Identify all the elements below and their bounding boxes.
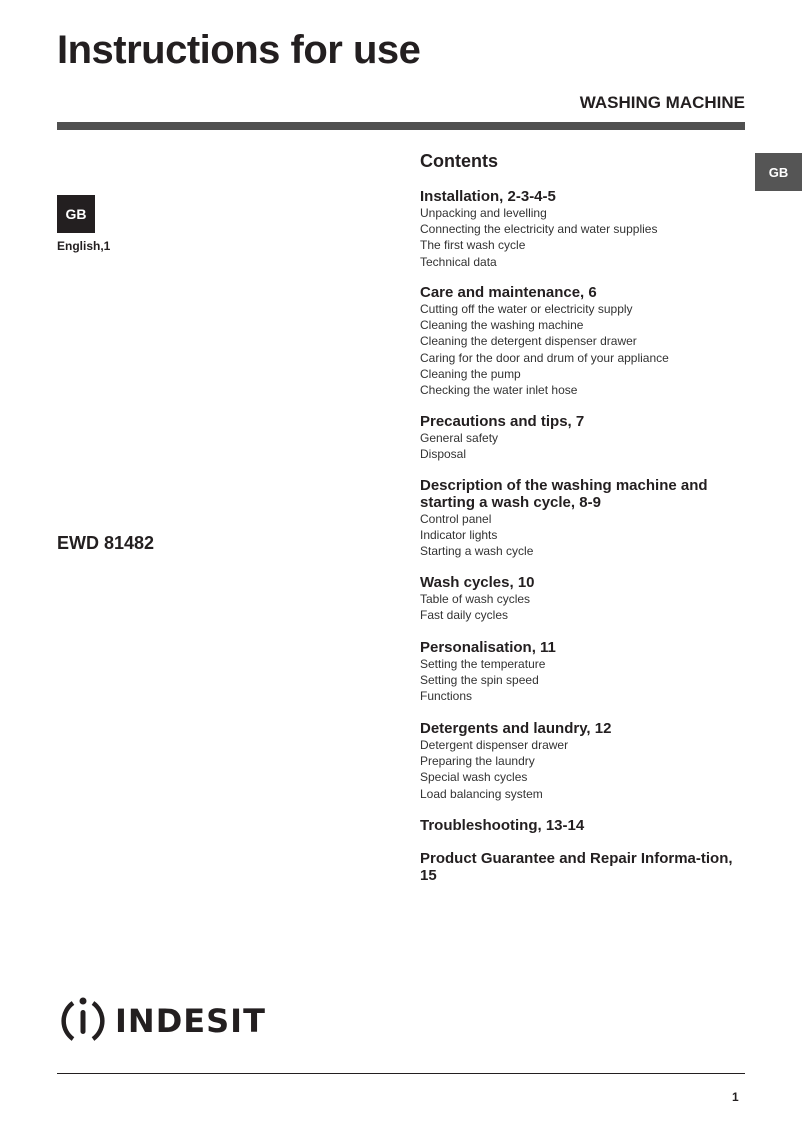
info-i-icon <box>57 995 109 1047</box>
section-title: Personalisation, 11 <box>420 639 556 656</box>
contents-section <box>420 639 750 705</box>
contents-section <box>420 850 750 884</box>
section-item: The first wash cycle <box>420 238 526 253</box>
section-item: General safety <box>420 431 499 445</box>
header-divider <box>57 122 745 130</box>
section-item: Cleaning the detergent dispenser drawer <box>420 334 637 349</box>
section-title: Troubleshooting, 13-14 <box>420 817 585 834</box>
section-title: Detergents and laundry, 12 <box>420 720 612 737</box>
section-title: Wash cycles, 10 <box>420 574 535 591</box>
section-item: Functions <box>420 689 473 704</box>
section-item: Setting the temperature <box>420 657 546 671</box>
model-number: EWD 81482 <box>57 533 155 553</box>
section-item: Cutting off the water or electricity supply <box>420 302 633 316</box>
section-item: Checking the water inlet hose <box>420 383 578 398</box>
section-item: Indicator lights <box>420 528 498 543</box>
section-item: Table of wash cycles <box>420 592 531 606</box>
language-side-tab: GB <box>755 153 802 191</box>
page-title: Instructions for use <box>57 28 421 72</box>
section-item: Fast daily cycles <box>420 608 509 623</box>
section-item: Detergent dispenser drawer <box>420 738 569 752</box>
section-title: Precautions and tips, 7 <box>420 413 585 430</box>
language-label: English,1 <box>57 239 111 253</box>
contents-section <box>420 574 750 623</box>
footer-divider <box>57 1073 745 1074</box>
section-item: Preparing the laundry <box>420 754 535 769</box>
brand-name: INDESIT <box>115 1002 266 1040</box>
section-item: Setting the spin speed <box>420 673 539 688</box>
section-item: Unpacking and levelling <box>420 206 547 220</box>
section-title: Description of the washing machine and starting a wash cycle, 8-9 <box>420 477 708 511</box>
section-item: Starting a wash cycle <box>420 544 534 559</box>
contents-section <box>420 413 750 462</box>
contents-heading: Contents <box>420 151 498 171</box>
section-title: Product Guarantee and Repair Informa-tion, 15 <box>420 850 733 884</box>
contents-section <box>420 817 750 834</box>
contents-section <box>420 188 750 270</box>
section-item: Control panel <box>420 512 492 526</box>
language-badge: GB <box>57 195 95 233</box>
page-number: 1 <box>732 1090 739 1104</box>
section-item: Special wash cycles <box>420 770 528 785</box>
product-type: WASHING MACHINE <box>579 93 745 112</box>
section-item: Cleaning the pump <box>420 366 521 381</box>
contents-section <box>420 720 750 802</box>
section-item: Load balancing system <box>420 786 543 801</box>
section-item: Connecting the electricity and water supplies <box>420 222 658 237</box>
section-title: Care and maintenance, 6 <box>420 284 597 301</box>
section-item: Technical data <box>420 254 497 269</box>
indesit-logo <box>57 995 266 1047</box>
section-title: Installation, 2-3-4-5 <box>420 188 556 205</box>
contents-section <box>420 477 750 560</box>
section-item: Caring for the door and drum of your appliance <box>420 350 669 365</box>
contents-section <box>420 284 750 398</box>
section-item: Cleaning the washing machine <box>420 318 584 333</box>
section-item: Disposal <box>420 447 467 462</box>
